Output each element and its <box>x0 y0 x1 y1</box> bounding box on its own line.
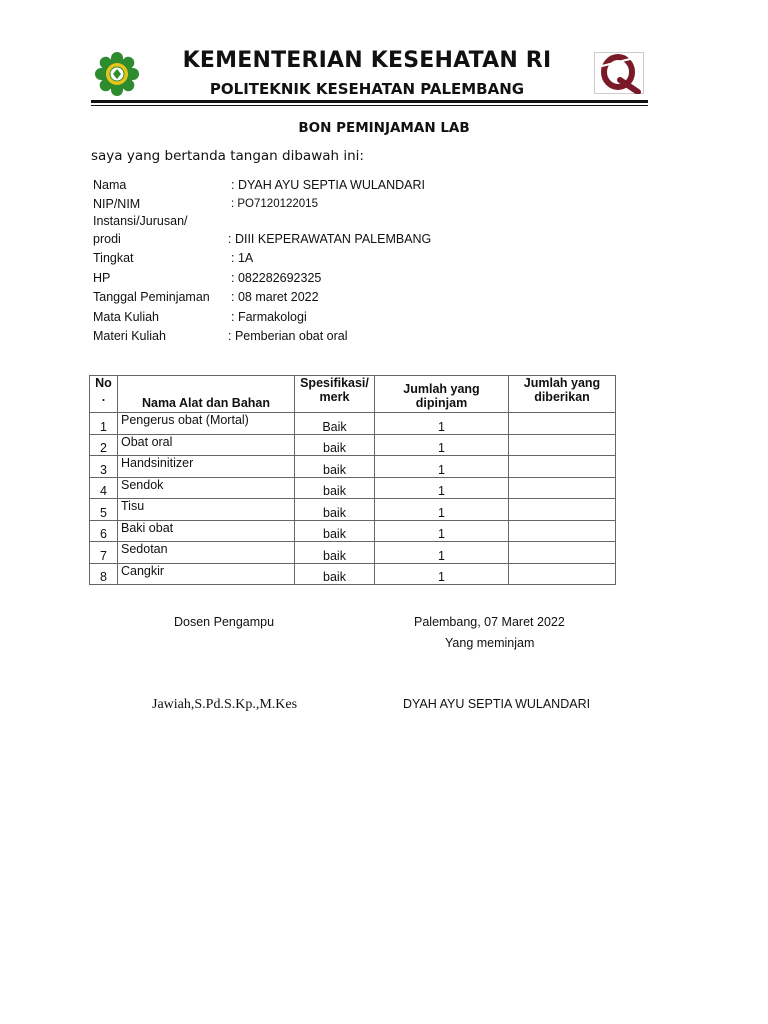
cell-spec: baik <box>295 499 375 521</box>
header-spec <box>295 376 375 413</box>
cell-no: 1 <box>90 413 118 435</box>
cell-name: Obat oral <box>118 434 295 456</box>
header-divider-thin <box>91 105 648 106</box>
cell-given <box>509 434 616 456</box>
table-row <box>90 563 616 585</box>
cell-given <box>509 542 616 564</box>
items-table <box>89 375 616 585</box>
cell-qty: 1 <box>375 413 509 435</box>
cell-spec: baik <box>295 563 375 585</box>
cell-name: Cangkir <box>118 563 295 585</box>
field-label: prodi <box>93 232 121 246</box>
cell-no: 6 <box>90 520 118 542</box>
cell-name: Sendok <box>118 477 295 499</box>
table-row <box>90 477 616 499</box>
cell-name: Pengerus obat (Mortal) <box>118 413 295 435</box>
field-label: Instansi/Jurusan/ <box>93 214 188 228</box>
cell-qty: 1 <box>375 434 509 456</box>
header-given <box>509 376 616 413</box>
cell-spec: baik <box>295 434 375 456</box>
cell-given <box>509 563 616 585</box>
field-value: : 08 maret 2022 <box>231 290 319 304</box>
header-name: Nama Alat dan Bahan <box>118 376 295 413</box>
cell-given <box>509 499 616 521</box>
header-no-line1: No <box>95 376 112 390</box>
field-label: Mata Kuliah <box>93 310 160 324</box>
cell-name: Sedotan <box>118 542 295 564</box>
cell-spec: baik <box>295 477 375 499</box>
cell-qty: 1 <box>375 563 509 585</box>
header-qty: Jumlah yang dipinjam <box>375 376 509 413</box>
header-no-line2: . <box>101 390 106 404</box>
cell-no: 2 <box>90 434 118 456</box>
lecturer-name: Jawiah,S.Pd.S.Kp.,M.Kes <box>152 697 298 712</box>
cell-no: 5 <box>90 499 118 521</box>
header-divider-thick <box>91 100 648 103</box>
field-label: HP <box>93 271 111 285</box>
lecturer-role: Dosen Pengampu <box>174 615 275 629</box>
cell-qty: 1 <box>375 477 509 499</box>
field-value: : DIII KEPERAWATAN PALEMBANG <box>228 232 432 246</box>
place-date: Palembang, 07 Maret 2022 <box>414 615 565 629</box>
cell-given <box>509 413 616 435</box>
cell-given <box>509 477 616 499</box>
field-label: Tanggal Peminjaman <box>93 290 210 304</box>
cell-spec: baik <box>295 520 375 542</box>
cell-name: Baki obat <box>118 520 295 542</box>
cell-name: Tisu <box>118 499 295 521</box>
cell-spec: baik <box>295 542 375 564</box>
header-spec-line1: Spesifikasi/ <box>300 376 369 390</box>
cell-no: 7 <box>90 542 118 564</box>
table-row <box>90 413 616 435</box>
header-given-line1: Jumlah yang <box>523 376 601 390</box>
institution-name: POLITEKNIK KESEHATAN PALEMBANG <box>209 80 525 98</box>
table-row <box>90 520 616 542</box>
field-value: : 1A <box>231 251 254 265</box>
table-row <box>90 456 616 478</box>
ministry-name: KEMENTERIAN KESEHATAN RI <box>182 48 552 73</box>
borrower-name: DYAH AYU SEPTIA WULANDARI <box>403 697 591 711</box>
table-header-row <box>90 376 616 413</box>
field-value: : 082282692325 <box>231 271 322 285</box>
cell-qty: 1 <box>375 499 509 521</box>
borrower-role: Yang meminjam <box>445 636 535 650</box>
cell-qty: 1 <box>375 542 509 564</box>
field-value: : PO7120122015 <box>231 198 318 210</box>
cell-no: 8 <box>90 563 118 585</box>
field-value: : Farmakologi <box>231 310 307 324</box>
cell-given <box>509 520 616 542</box>
field-label: Tingkat <box>93 251 134 265</box>
cell-no: 3 <box>90 456 118 478</box>
field-label: NIP/NIM <box>93 197 141 211</box>
header-given-line2: diberikan <box>534 390 590 404</box>
cell-qty: 1 <box>375 456 509 478</box>
field-label: Materi Kuliah <box>93 329 166 343</box>
field-value: : Pemberian obat oral <box>228 329 348 343</box>
field-label: Nama <box>93 178 127 192</box>
cell-spec: baik <box>295 456 375 478</box>
document-title: BON PEMINJAMAN LAB <box>298 120 470 136</box>
cell-name: Handsinitizer <box>118 456 295 478</box>
cell-qty: 1 <box>375 520 509 542</box>
header-spec-line2: merk <box>319 390 350 404</box>
cell-no: 4 <box>90 477 118 499</box>
cell-spec: Baik <box>295 413 375 435</box>
cell-given <box>509 456 616 478</box>
header-no <box>90 376 118 413</box>
table-row <box>90 542 616 564</box>
table-row <box>90 434 616 456</box>
table-row <box>90 499 616 521</box>
field-value: : DYAH AYU SEPTIA WULANDARI <box>231 178 426 192</box>
intro-text: saya yang bertanda tangan dibawah ini: <box>91 148 364 164</box>
